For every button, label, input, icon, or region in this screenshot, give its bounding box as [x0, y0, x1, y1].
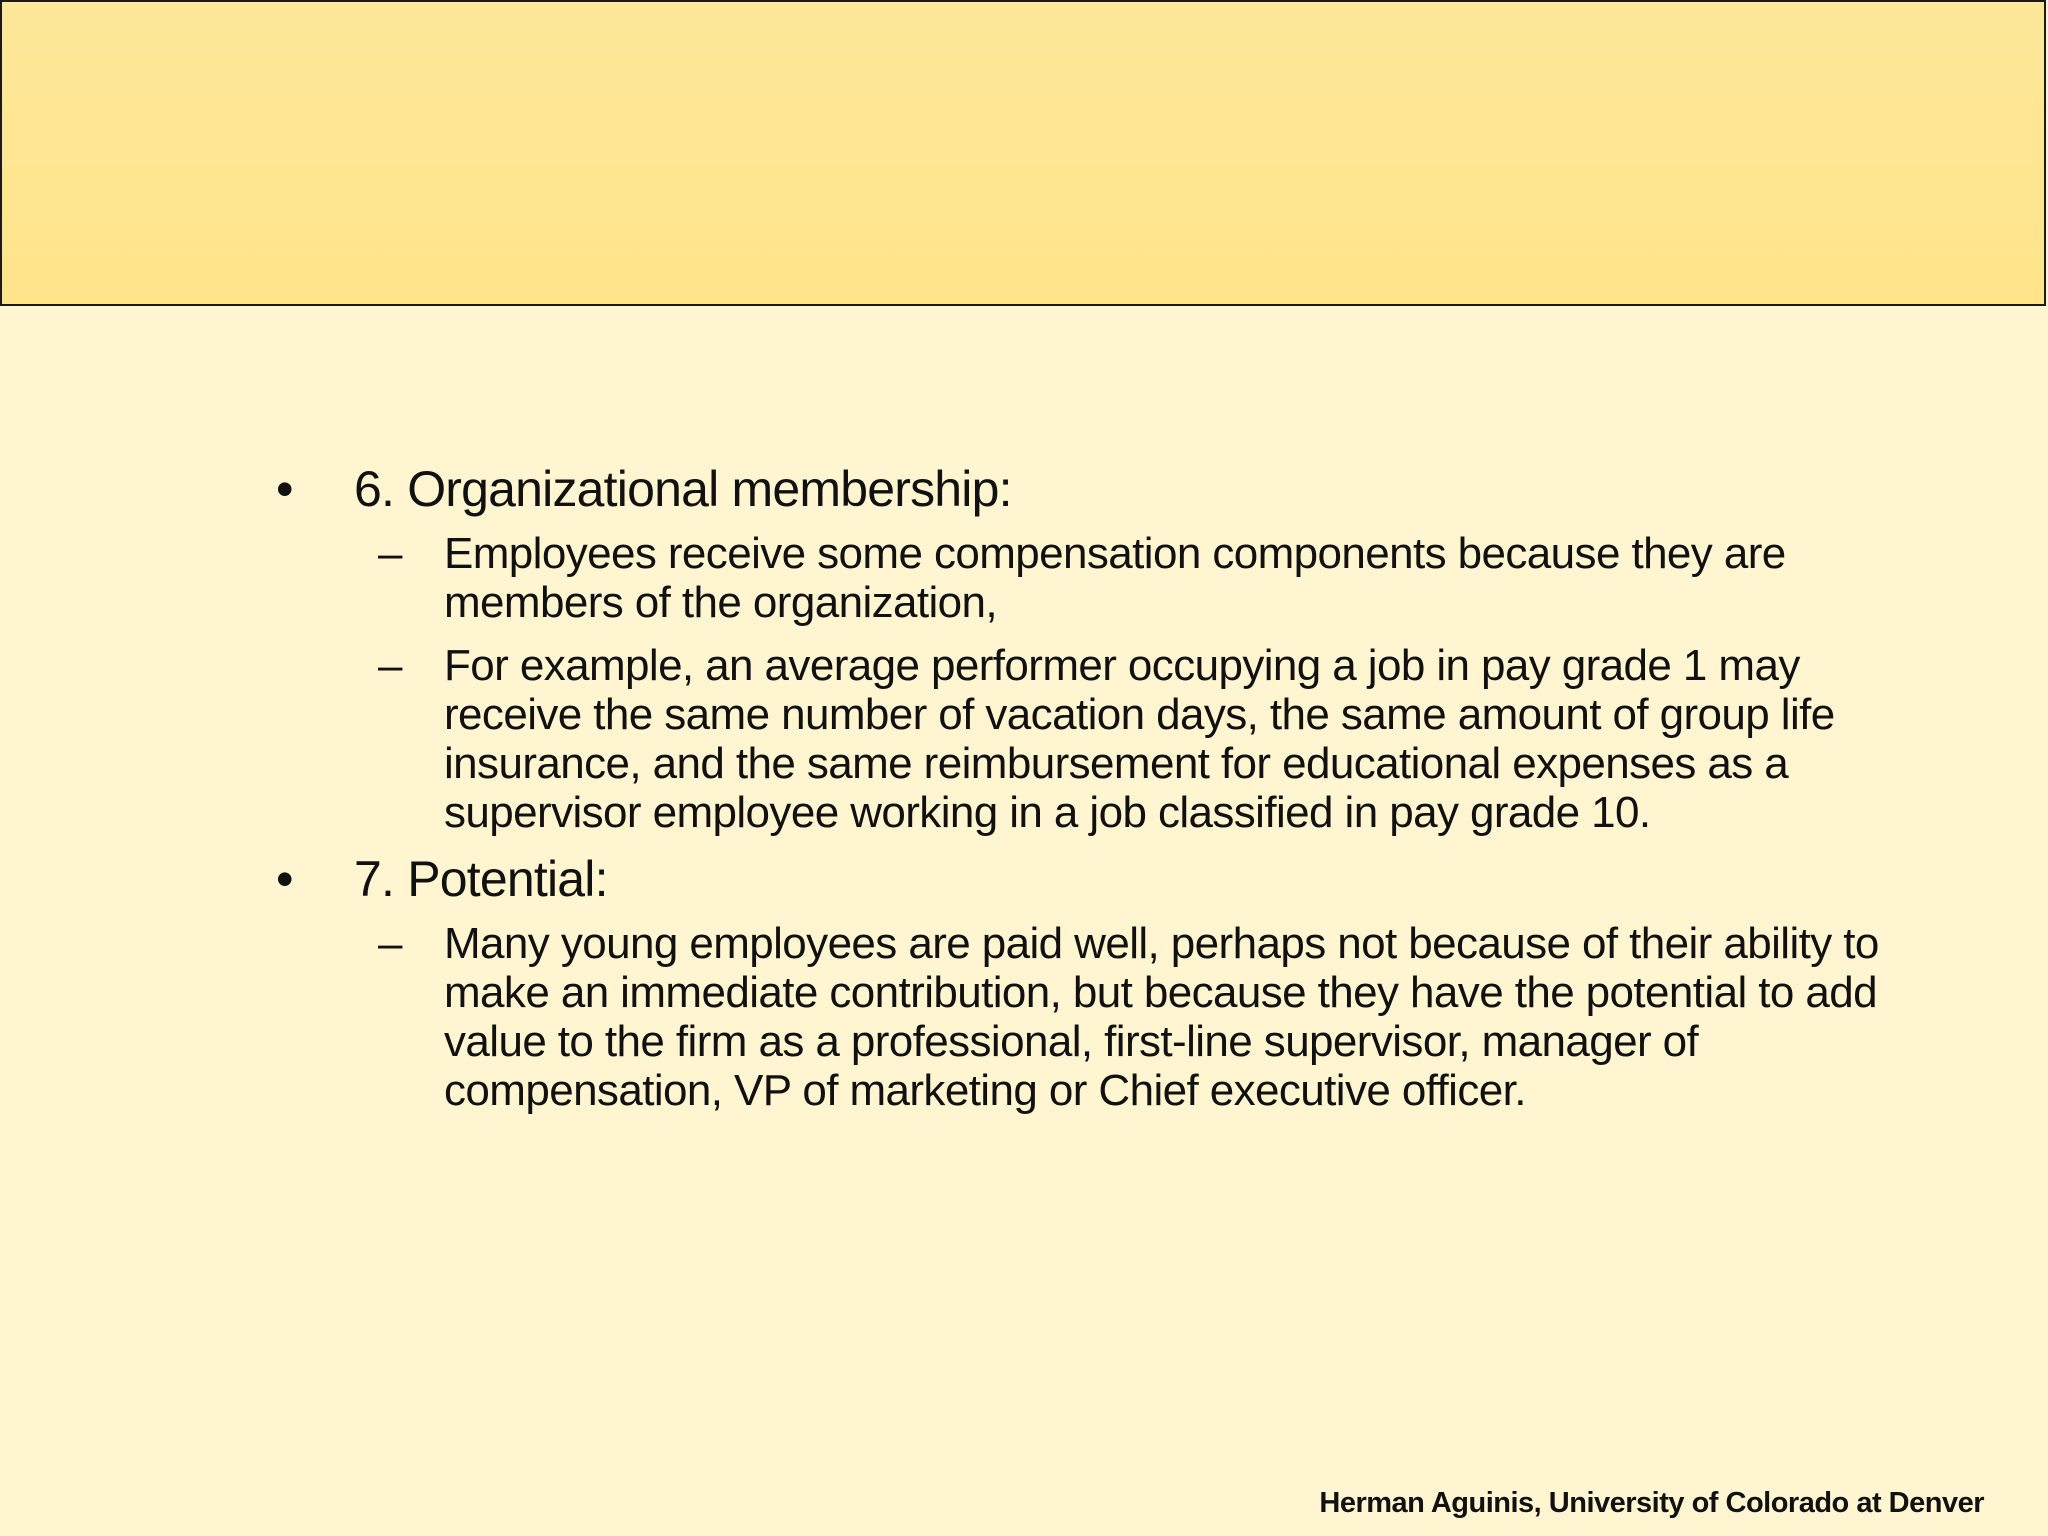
sub-item — [270, 919, 1890, 1116]
sub-item — [270, 529, 1890, 628]
bullet-label: 6. Organizational membership: — [354, 461, 1012, 517]
dash-marker: – — [378, 918, 402, 968]
dash-marker: – — [378, 640, 402, 690]
sub-list — [270, 919, 1890, 1116]
dash-marker: – — [378, 529, 402, 578]
sub-list — [270, 529, 1890, 838]
slide-content — [270, 462, 1890, 1116]
bullet-item — [270, 852, 1890, 907]
title-band — [0, 0, 2046, 306]
bullet-item — [270, 462, 1890, 517]
sub-item-text: Many young employees are paid well, perhaps not because of their ability to make an immediate contribution, but because they have the potential to add value to the firm as a professional, first-line supervisor, manager of compensation, VP of marketing or Chief executive officer. — [444, 918, 1879, 1116]
bullet-marker: • — [276, 850, 293, 907]
sub-item-text: Employees receive some compensation components because they are members of the organization, — [444, 529, 1786, 628]
sub-item-text: For example, an average performer occupying a job in pay grade 1 may receive the same number of vacation days, the same amount of group life insurance, and the same reimbursement for educational expenses as a supervisor employee working in a job classified in pay grade 10. — [444, 640, 1835, 838]
bullet-marker: • — [276, 461, 293, 517]
sub-item — [270, 641, 1890, 838]
bullet-label: 7. Potential: — [354, 850, 608, 907]
footer-credit: Herman Aguinis, University of Colorado at Denver — [1319, 1487, 1984, 1519]
